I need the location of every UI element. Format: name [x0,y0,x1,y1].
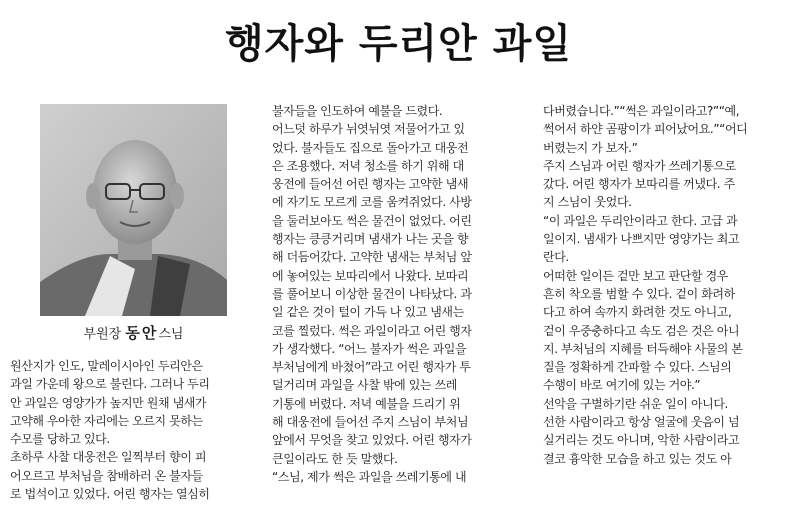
author-photo [40,104,227,316]
author-caption [40,323,227,345]
paragraph: 어느덧 하루가 뉘엿뉘엿 저물어가고 있 었다. 불자들도 집으로 돌아가고 대웅전 은 조용했다. 저녁 청소를 하기 위해 대 웅전에 들어선 어린 행자는 고약한 냄새 에 자기도 모르게 코를 움켜쥐었다. 사방 을 둘러보아도 썩은 물건이 없었다. 어린 행자는 킁킁거리며 냄새가 나는 곳을 향 해 더듬어갔다. 고약한 냄새는 부처님 앞 에 놓여있는 보따리에서 나왔다. 보따리 를 풀어보니 이상한 물건이 나타났다. 과 일 같은 것이 털이 가득 나 있고 냄새는 코를 찔렀다. 썩은 과일이라고 어린 행자 가 생각했다. “어느 불자가 썩은 과일을 부처님에게 바쳤어”라고 어린 행자가 투 덜거리며 과일을 사찰 밖에 있는 쓰레 기통에 버렸다. 저녁 예불을 드리기 위 해 대웅전에 들어선 주지 스님이 부처님 앞에서 무엇을 찾고 있었다. 어린 행자가 큰일이라도 한 듯 말했다. [272,122,472,466]
article-title: 행자와 두리안 과일 [225,21,572,67]
paragraph: 주지 스님과 어린 행자가 쓰레기통으로 갔다. 어린 행자가 보따리를 꺼냈다. 주 지 스님이 웃었다. [543,158,736,210]
author-name: 동안 [125,324,159,342]
author-role: 부원장 [83,327,122,342]
paragraph: “스님, 제가 썩은 과일을 쓰레기통에 내 [272,469,467,484]
text-column-1 [10,357,248,503]
paragraph: “이 과일은 두리안이라고 한다. 고급 과 일이지. 냄새가 나쁘지만 영양가는 최고 란다. [543,213,740,265]
monk-portrait-image [40,104,227,316]
paragraph: 초하루 사찰 대웅전은 일찍부터 향이 피 어오르고 부처님을 참배하러 온 불자들 로 법석이고 있었다. 어린 행자는 열심히 [10,450,210,502]
text-column-2 [272,102,514,486]
text-column-3 [543,102,787,468]
paragraph: 불자들을 인도하여 예불을 드렸다. [272,104,443,118]
paragraph: 다버렸습니다.”“썩은 과일이라고?”“예, 썩어서 하얀 곰팡이가 피어났어요.”“어디 버렸는지 가 보자.” [543,104,748,155]
paragraph: 원산지가 인도, 말레이시아인 두리안은 과일 가운데 왕으로 불린다. 그러나 두리 안 과일은 영양가가 높지만 원채 냄새가 고약해 우아한 자리에는 오르지 못하는 수모를 당하고 있다. [10,359,210,447]
paragraph: 선악을 구별하기란 쉬운 일이 아니다. 선한 사람이라고 항상 얼굴에 웃음이 넘 실거리는 것도 아니며, 악한 사람이라고 결코 흉악한 모습을 하고 있는 것도 아 [543,396,740,466]
paragraph: 어떠한 일이든 겉만 보고 판단할 경우 흔히 착오를 범할 수 있다. 겉이 화려하 다고 하여 속까지 화려한 것도 아니고, 겉이 우중충하다고 속도 검은 것은 아니 지. 부처님의 지혜를 터득해야 사물의 본 질을 정확하게 간파할 수 있다. 스님의 수행이 바로 여기에 있는 거야.” [543,268,743,393]
author-suffix: 스님 [158,327,184,342]
